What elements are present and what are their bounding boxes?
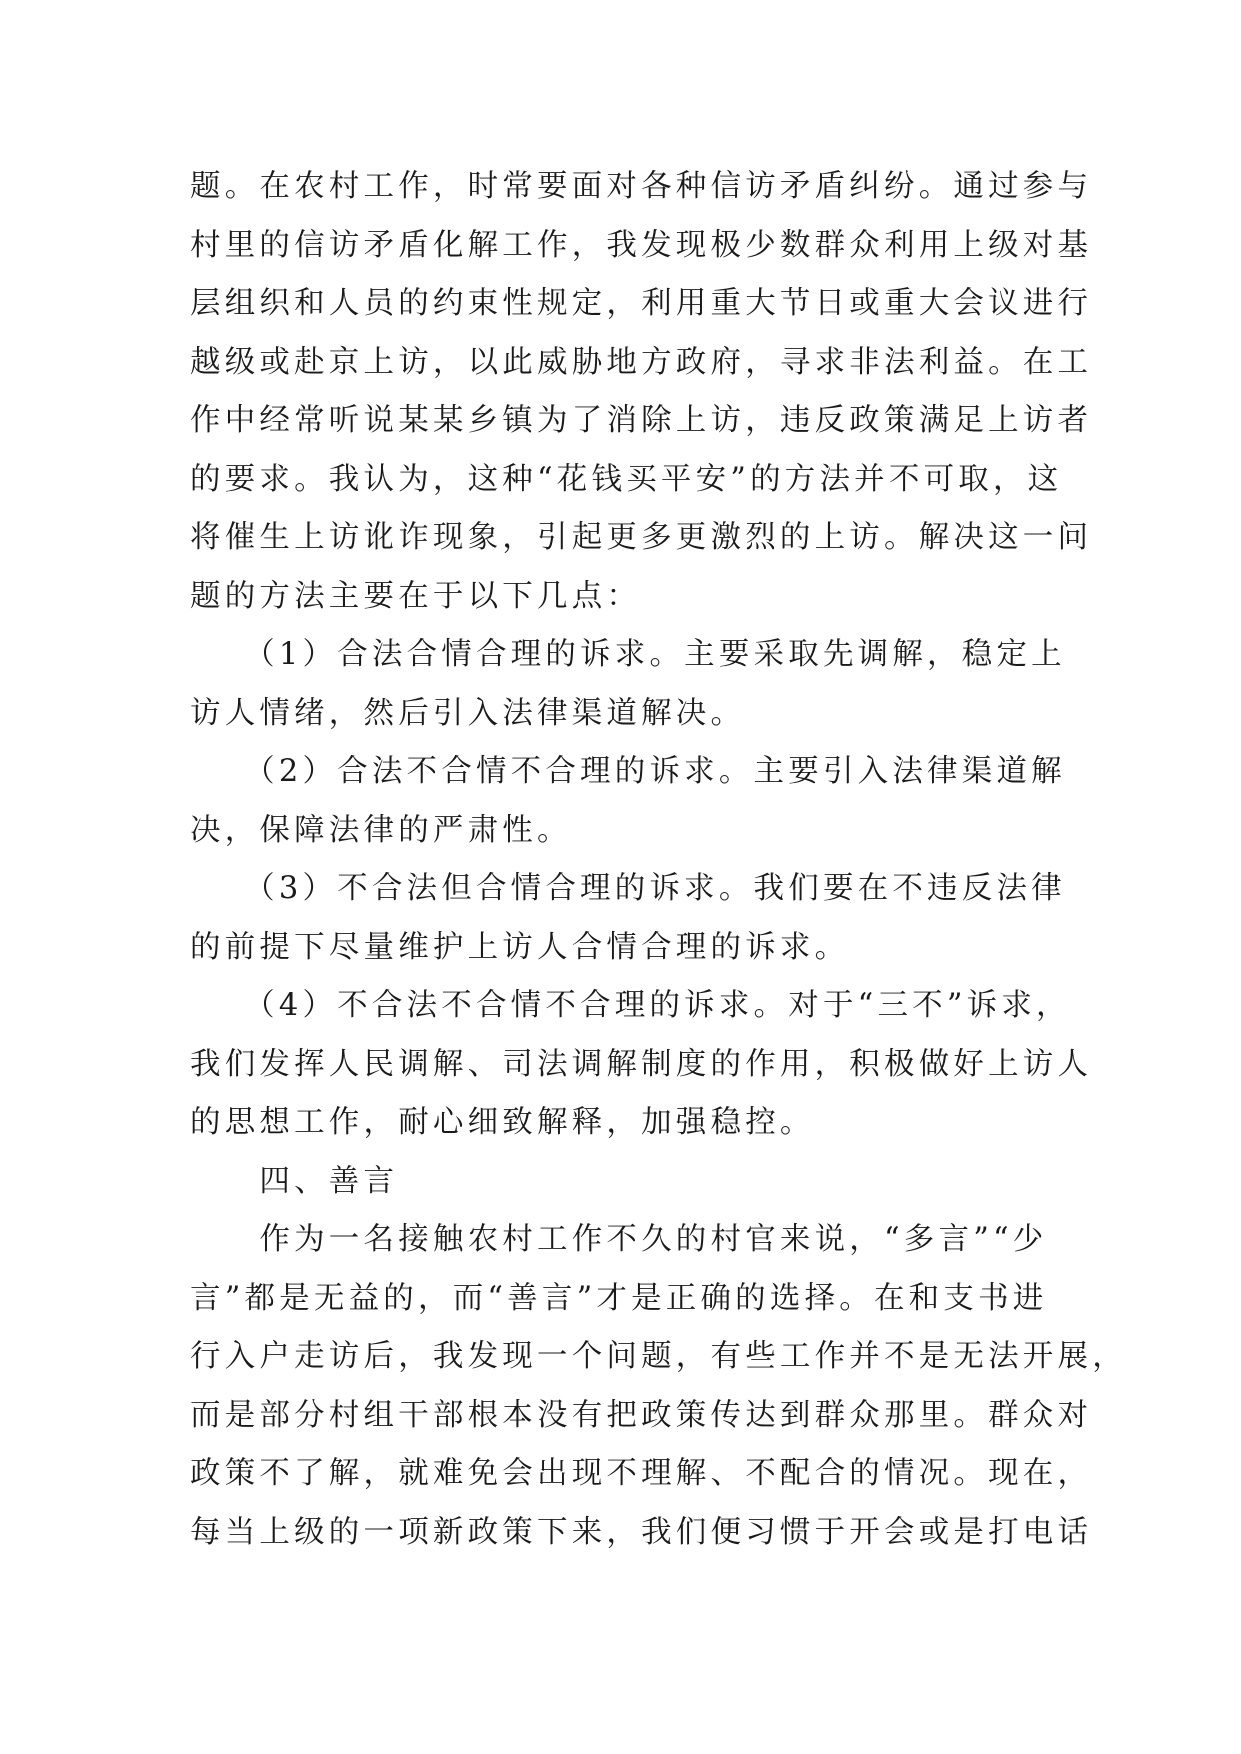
text-line: 政策不了解，就难免会出现不理解、不配合的情况。现在， [190, 1456, 1093, 1491]
text-line: 而是部分村组干部根本没有把政策传达到群众那里。群众对 [190, 1397, 1093, 1433]
text-line: 越级或赴京上访，以此威胁地方政府，寻求非法利益。在工 [190, 344, 1093, 380]
text-line: 题。在农村工作，时常要面对各种信访矛盾纠纷。通过参与 [190, 169, 1093, 204]
text-line: 每当上级的一项新政策下来，我们便习惯于开会或是打电话 [190, 1514, 1093, 1550]
text-line: 村里的信访矛盾化解工作，我发现极少数群众利用上级对基 [190, 227, 1093, 263]
text-line: 题的方法主要在于以下几点： [190, 578, 642, 614]
text-line: 的要求。我认为，这种“花钱买平安”的方法并不可取，这 [190, 461, 1063, 497]
text-line: 作为一名接触农村工作不久的村官来说，“多言”“少 [190, 1222, 1048, 1257]
list-item-4: （4）不合法不合情不合理的诉求。对于“三不”诉求， [190, 988, 1071, 1023]
section-heading: 四、善言 [190, 1163, 399, 1199]
text-line: 的前提下尽量维护上访人合情合理的诉求。 [190, 929, 850, 965]
list-item-3: （3）不合法但合情合理的诉求。我们要在不违反法律 [190, 871, 1066, 906]
text-line: 的思想工作，耐心细致解释，加强稳控。 [190, 1105, 815, 1140]
text-line: 层组织和人员的约束性规定，利用重大节日或重大会议进行 [190, 286, 1093, 321]
body-text [190, 158, 1127, 1562]
text-line: 我们发挥人民调解、司法调解制度的作用，积极做好上访人 [190, 1046, 1093, 1082]
list-item-1: （1）合法合情合理的诉求。主要采取先调解，稳定上 [190, 637, 1066, 672]
text-line: 将催生上访讹诈现象，引起更多更激烈的上访。解决这一问 [190, 520, 1093, 555]
text-line: 作中经常听说某某乡镇为了消除上访，违反政策满足上访者 [190, 403, 1093, 438]
text-line: 言”都是无益的，而“善言”才是正确的选择。在和支书进 [190, 1280, 1048, 1316]
list-item-2: （2）合法不合情不合理的诉求。主要引入法律渠道解 [190, 754, 1066, 789]
text-line: 行入户走访后，我发现一个问题，有些工作并不是无法开展， [190, 1339, 1127, 1374]
text-line: 决，保障法律的严肃性。 [190, 812, 572, 848]
text-line: 访人情绪，然后引入法律渠道解决。 [190, 695, 746, 731]
